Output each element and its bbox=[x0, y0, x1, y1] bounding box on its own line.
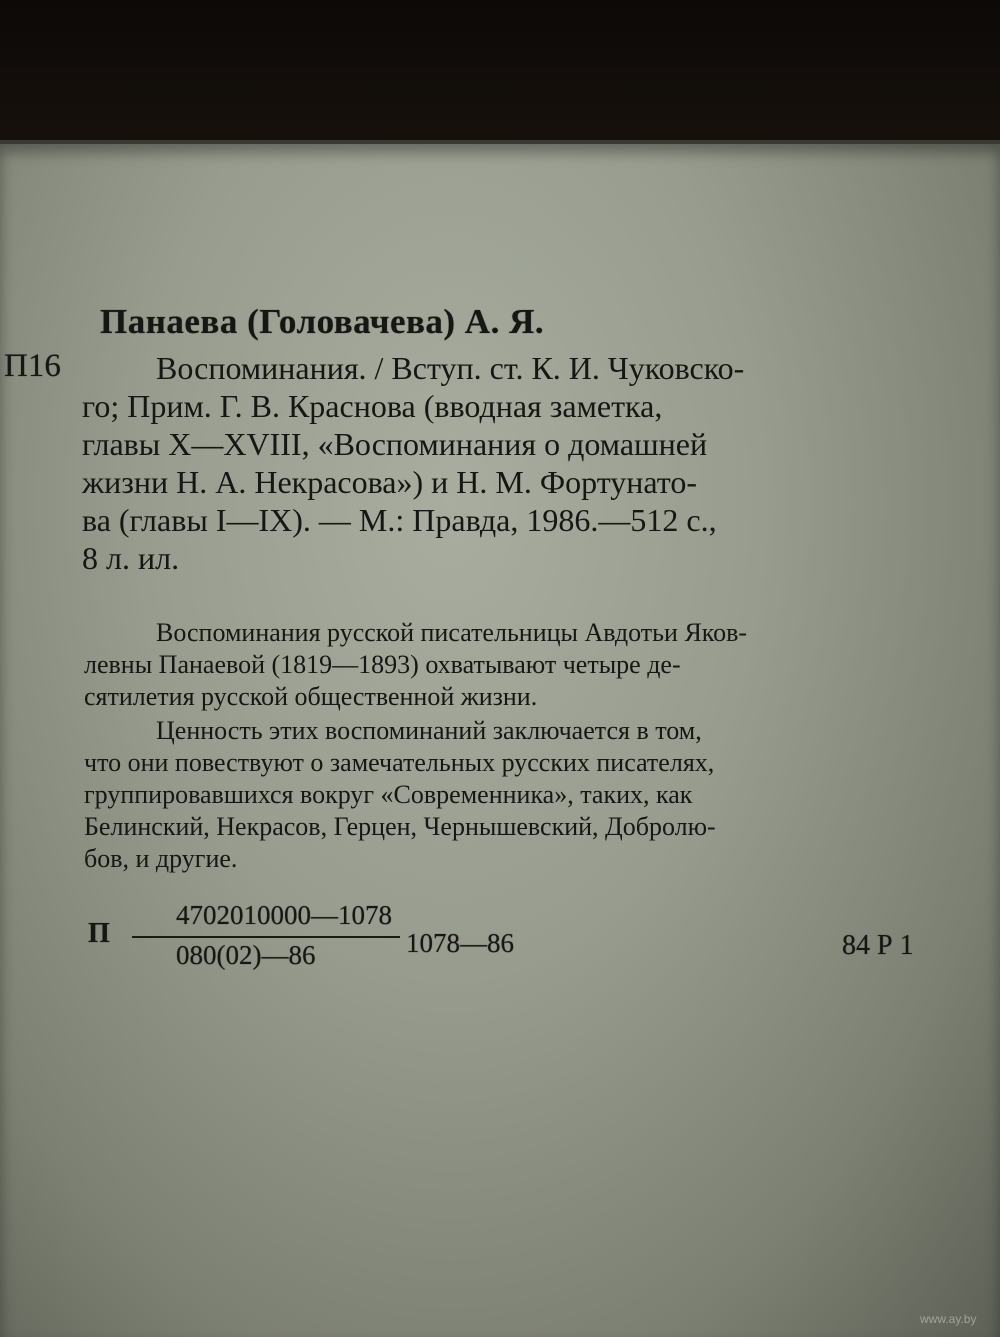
annotation-line: Ценность этих воспоминаний заключается в том, bbox=[156, 716, 702, 745]
annotation-line: левны Панаевой (1819—1893) охватывают четыре де- bbox=[84, 650, 681, 679]
annotation-line: что они повествуют о замечательных русских писателях, bbox=[84, 748, 715, 777]
book-cover-edge bbox=[0, 0, 1000, 150]
code-prefix: П bbox=[88, 918, 110, 949]
annotation-line: бов, и другие. bbox=[84, 844, 238, 873]
catalog-number: П16 bbox=[4, 348, 61, 384]
annotation-line: сятилетия русской общественной жизни. bbox=[84, 682, 538, 711]
code-denominator: 080(02)—86 bbox=[176, 940, 316, 970]
watermark: www.ay.by bbox=[920, 1312, 977, 1326]
annotation-line: Белинский, Некрасов, Герцен, Чернышевский, Добролю- bbox=[84, 812, 716, 841]
biblio-line: главы X—XVIII, «Воспоминания о домашней bbox=[82, 426, 708, 462]
biblio-line: Воспоминания. / Вступ. ст. К. И. Чуковско- bbox=[156, 350, 745, 386]
biblio-line: го; Прим. Г. В. Краснова (вводная заметка, bbox=[82, 388, 663, 424]
biblio-line: 8 л. ил. bbox=[82, 540, 180, 576]
biblio-line: жизни Н. А. Некрасова») и Н. М. Фортунато- bbox=[82, 464, 697, 500]
code-numerator: 4702010000—1078 bbox=[176, 900, 392, 930]
annotation-line: группировавшихся вокруг «Современника», таких, как bbox=[84, 780, 693, 809]
biblio-line: ва (главы I—IX). — М.: Правда, 1986.—512 с., bbox=[82, 502, 717, 538]
annotation-line: Воспоминания русской писательницы Авдотьи Яков- bbox=[156, 618, 748, 647]
code-middle: 1078—86 bbox=[406, 928, 514, 958]
code-fraction-rule bbox=[132, 936, 400, 938]
author-heading: Панаева (Головачева) А. Я. bbox=[100, 302, 545, 341]
code-classification: 84 Р 1 bbox=[842, 930, 914, 961]
